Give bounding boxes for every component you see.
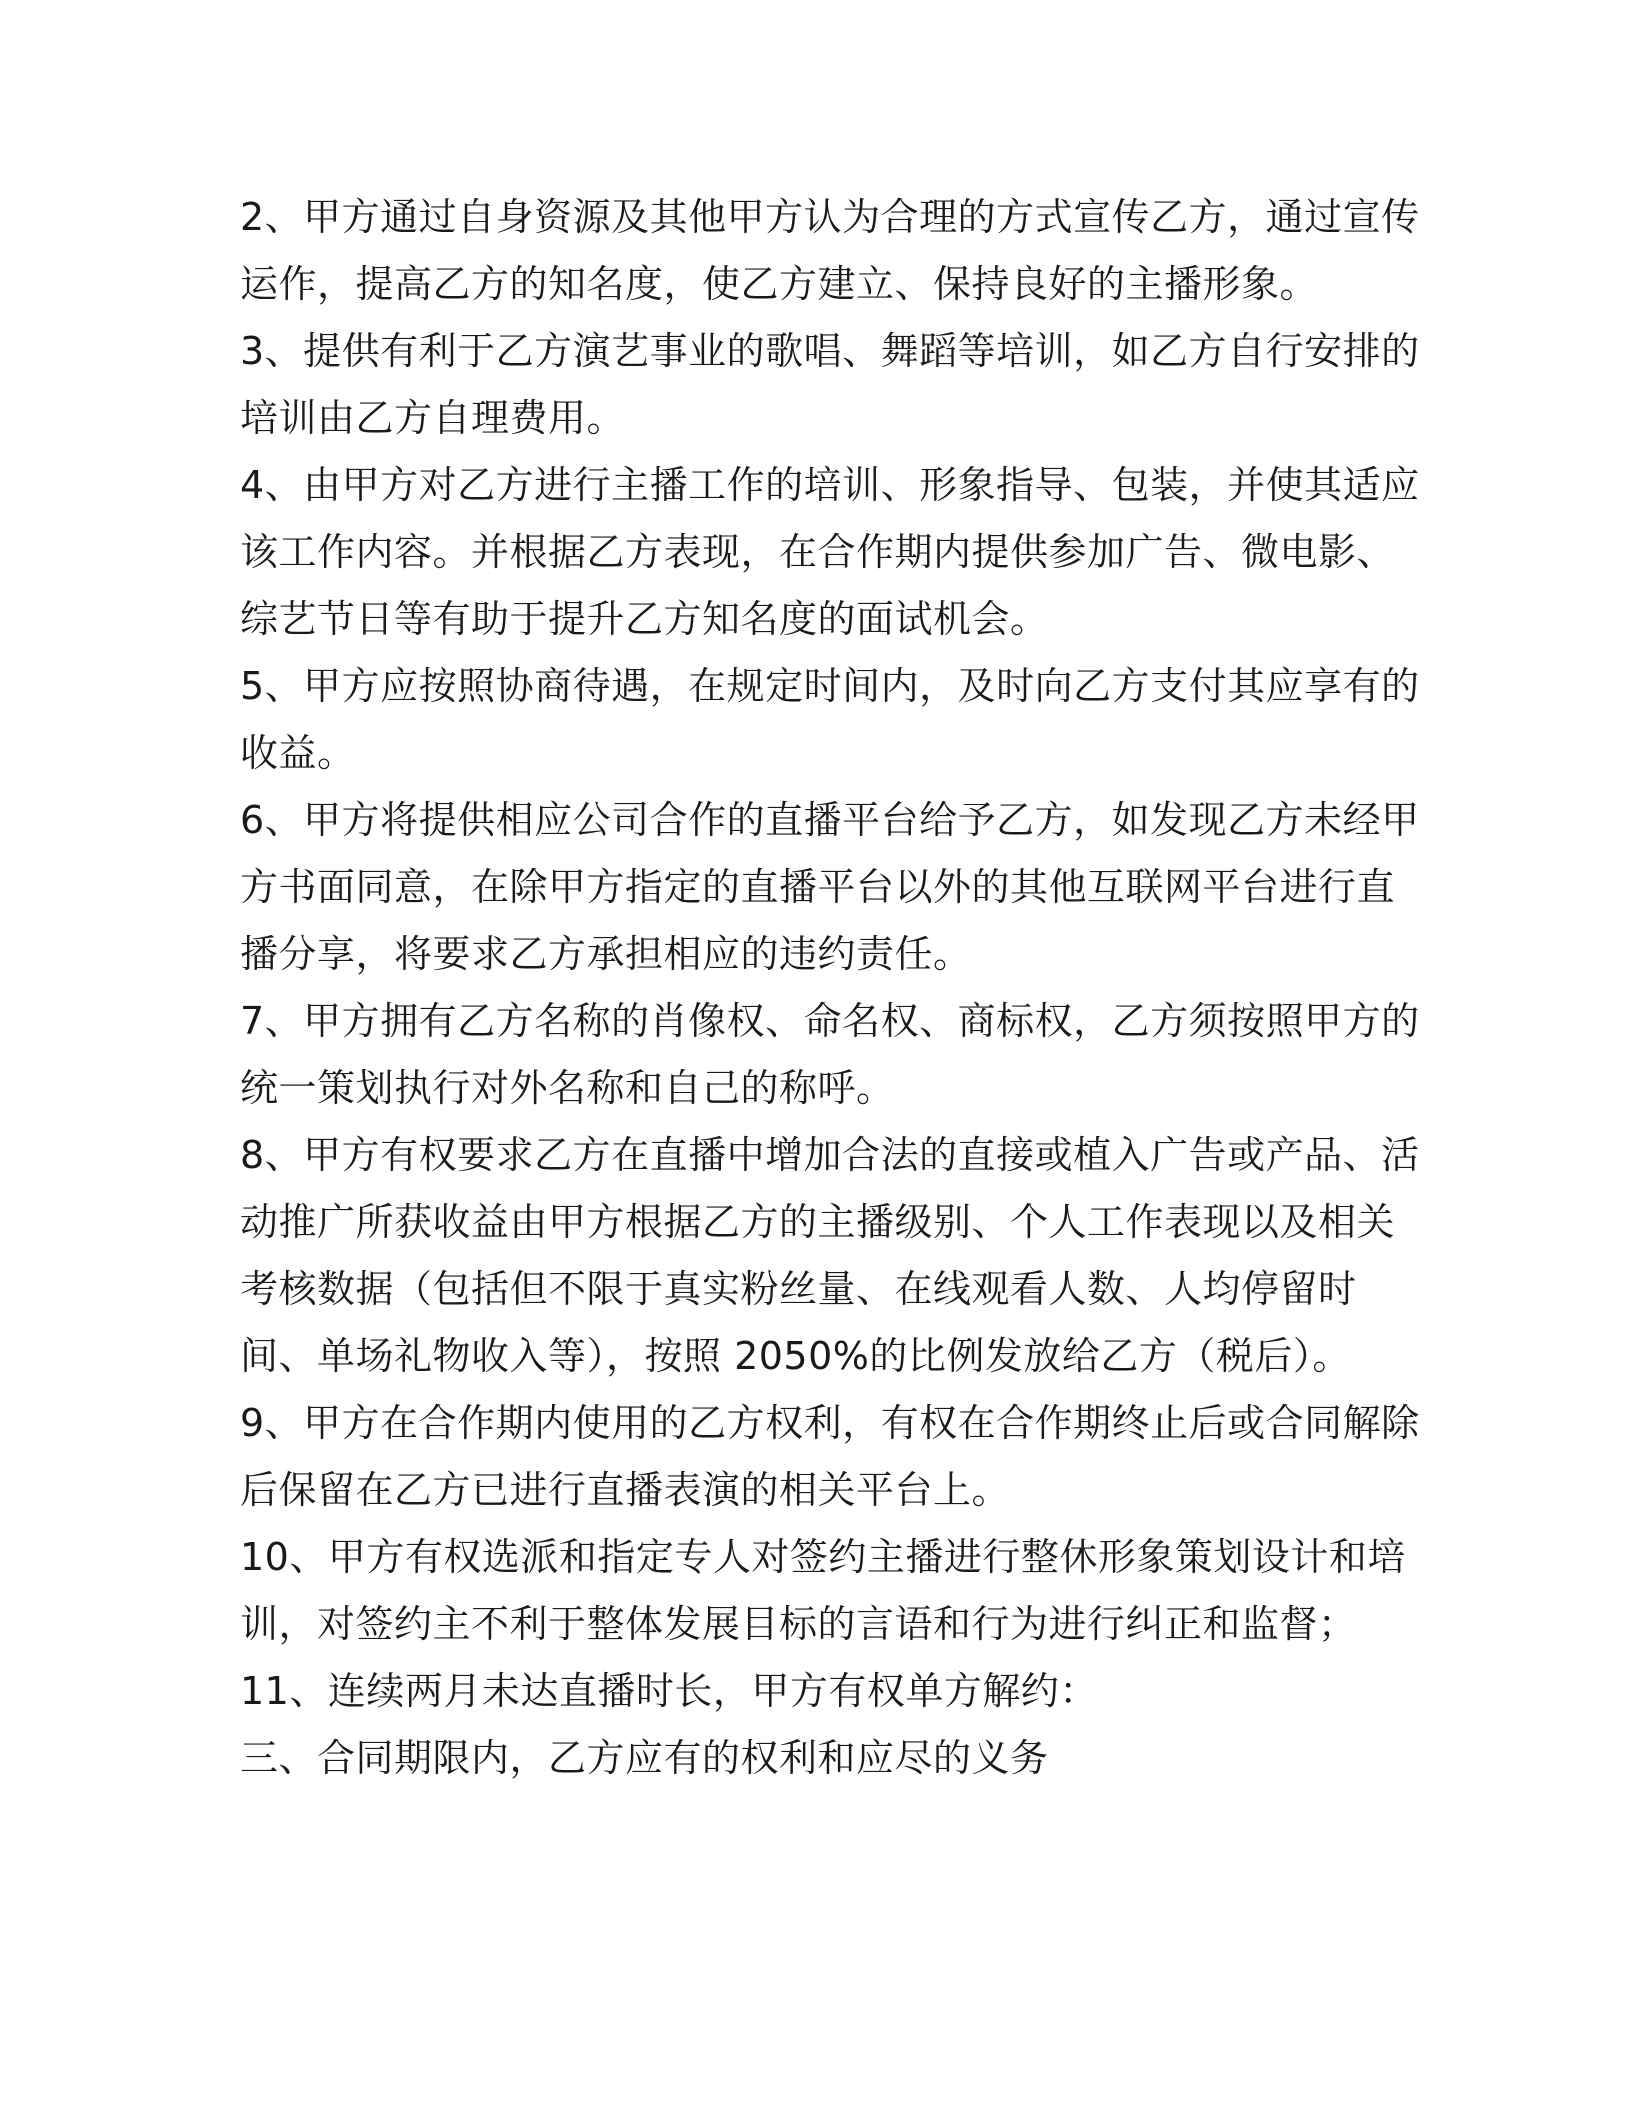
clause-5-line-1: 5、甲方应按照协商待遇，在规定时间内，及时向乙方支付其应享有的 xyxy=(240,664,1420,708)
clause-4-line-2: 该工作内容。并根据乙方表现，在合作期内提供参加广告、微电影、 xyxy=(240,530,1396,574)
clause-4-line-3: 综艺节日等有助于提升乙方知名度的面试机会。 xyxy=(240,597,1049,641)
document-body xyxy=(240,184,1420,1792)
clause-7-line-1: 7、甲方拥有乙方名称的肖像权、命名权、商标权，乙方须按照甲方的 xyxy=(240,999,1420,1043)
section-3-heading: 三、合同期限内，乙方应有的权利和应尽的义务 xyxy=(240,1736,1049,1780)
clause-8-line-3: 考核数据（包括但不限于真实粉丝量、在线观看人数、人均停留时 xyxy=(240,1267,1357,1311)
clause-6-line-2: 方书面同意，在除甲方指定的直播平台以外的其他互联网平台进行直 xyxy=(240,865,1396,909)
clause-6-line-3: 播分享，将要求乙方承担相应的违约责任。 xyxy=(240,932,972,976)
clause-8-line-1: 8、甲方有权要求乙方在直播中增加合法的直接或植入广告或产品、活 xyxy=(240,1133,1420,1177)
clause-6-line-1: 6、甲方将提供相应公司合作的直播平台给予乙方，如发现乙方未经甲 xyxy=(240,798,1420,842)
clause-2-line-1: 2、甲方通过自身资源及其他甲方认为合理的方式宣传乙方，通过宣传 xyxy=(240,195,1420,239)
clause-4-line-1: 4、由甲方对乙方进行主播工作的培训、形象指导、包装，并使其适应 xyxy=(240,463,1420,507)
clause-8-line-4: 间、单场礼物收入等），按照 2050%的比例发放给乙方（税后）。 xyxy=(240,1334,1351,1378)
clause-10-line-2: 训，对签约主不利于整体发展目标的言语和行为进行纠正和监督； xyxy=(240,1602,1357,1646)
clause-2-line-2: 运作，提高乙方的知名度，使乙方建立、保持良好的主播形象。 xyxy=(240,262,1319,306)
clause-11-line-1: 11、连续两月未达直播时长，甲方有权单方解约： xyxy=(240,1669,1098,1713)
clause-8-line-2: 动推广所获收益由甲方根据乙方的主播级别、个人工作表现以及相关 xyxy=(240,1200,1396,1244)
clause-5-line-2: 收益。 xyxy=(240,731,356,775)
clause-10-line-1: 10、甲方有权选派和指定专人对签约主播进行整休形象策划设计和培 xyxy=(240,1535,1406,1579)
clause-3-line-1: 3、提供有利于乙方演艺事业的歌唱、舞蹈等培训，如乙方自行安排的 xyxy=(240,329,1420,373)
clause-7-line-2: 统一策划执行对外名称和自己的称呼。 xyxy=(240,1066,895,1110)
clause-3-line-2: 培训由乙方自理费用。 xyxy=(240,396,626,440)
clause-9-line-1: 9、甲方在合作期内使用的乙方权利，有权在合作期终止后或合同解除 xyxy=(240,1401,1420,1445)
clause-9-line-2: 后保留在乙方已进行直播表演的相关平台上。 xyxy=(240,1468,1011,1512)
